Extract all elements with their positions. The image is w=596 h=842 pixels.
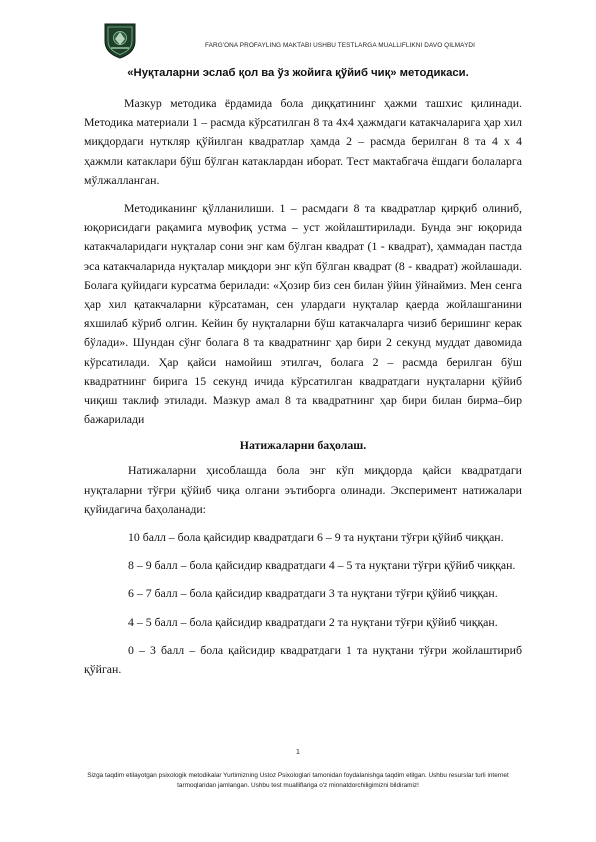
paragraph-results-intro: Натижаларни ҳисоблашда бола энг кўп миқдорда қайси квадратдаги нуқталарни тўғри қўйиб чиқа олгани эътиборга олинади. Эксперимент натижалари қуйидагича баҳоланади: [84, 463, 522, 516]
page-title: «Нуқталарни эслаб қол ва ўз жойига қўйиб чиқ» методикаси. [127, 67, 469, 79]
footer-text: Sizga taqdim etilayotgan psixologik metodikalar Yurtimizning Ustoz Psixologlari tamonidan foydalanishga taqdim etilgan. Ushbu resurslar turli internet tarmoqlaridan jamlangan. Ushbu test mualliflariga o'z minnatdorchiligimizni bildiramiz! [87, 772, 509, 789]
score-item: 4 – 5 балл – бола қайсидир квадратдаги 2 та нуқтани тўғри қўйиб чиққан. [128, 614, 498, 629]
paragraph-procedure: Методиканинг қўлланилиши. 1 – расмдаги 8 та квадратлар қирқиб олиниб, юқорисидаги рақамига мувофиқ устма – уст жойлаштирилади. Бунда энг юқорида катакчаларидаги нуқталар сони энг кам бўлган квадрат (1 - квадрат), ҳаммадан пастда эса катакчаларида нуқталар миқдори энг кўп бўлган квадрат (8 - квадрат) жойлашади. Болага қуйидаги курсатма берилади: «Ҳозир биз сен билан ўйин ўйнаймиз. Мен сенга ҳар хил қатакчаларни кўрсатаман, сен улардаги нуқталар қаерда жойлашганини яхшилаб кўриб олгин. Кейин бу нуқталарни бўш катакчаларга чизиб беришинг керак бўлади». Шундан сўнг болага 8 та квадратнинг ҳар бири 2 секунд муддат давомида кўрсатилади. Ҳар қайси намойиш этилгач, болага 2 – расмда берилган бўш квадратнинг бирига 15 секунд ичида кўрсатилган квадратдаги нуқталарни қўйиб чиқиш таклиф этилади. Мазкур амал 8 та квадратнинг ҳар бири билан бирма–бир бажарилади [84, 201, 522, 427]
shield-emblem-icon [102, 21, 138, 59]
section-title: Натижаларни баҳолаш. [239, 438, 367, 453]
document-body [84, 94, 522, 679]
score-item: 8 – 9 балл – бола қайсидир квадратдаги 4 – 5 та нуқтани тўғри қўйиб чиққан. [128, 558, 516, 573]
page-number: 1 [296, 749, 300, 756]
score-item: 6 – 7 балл – бола қайсидир квадратдаги 3 та нуқтани тўғри қўйиб чиққан. [128, 586, 498, 601]
score-item: 10 балл – бола қайсидир квадратдаги 6 – 9 та нуқтани тўғри қўйиб чиққан. [128, 530, 504, 545]
paragraph-description: Мазкур методика ёрдамида бола диққатининг ҳажми ташхис қилинади. Методика материали 1 – расмда кўрсатилган 8 та 4х4 ҳажмдаги катакчаларига ҳар хил миқдордаги нуткляр қўйилган квадратлар ҳамда 2 – расмда берилган 8 та 4 х 4 ҳажмли катаклари бўш бўлган катаклардан иборат. Тест мактабгача ёшдаги болаларга мўлжалланган. [84, 96, 522, 187]
score-item: 0 – 3 балл – бола қайсидир квадратдаги 1 та нуқтани тўғри жойлаштириб қўйган. [84, 642, 522, 677]
header-text: FARG'ONA PROFAYLING MAKTABI USHBU TESTLARGA MUALLIFLIKNI DAVO QILMAYDI [204, 42, 476, 49]
